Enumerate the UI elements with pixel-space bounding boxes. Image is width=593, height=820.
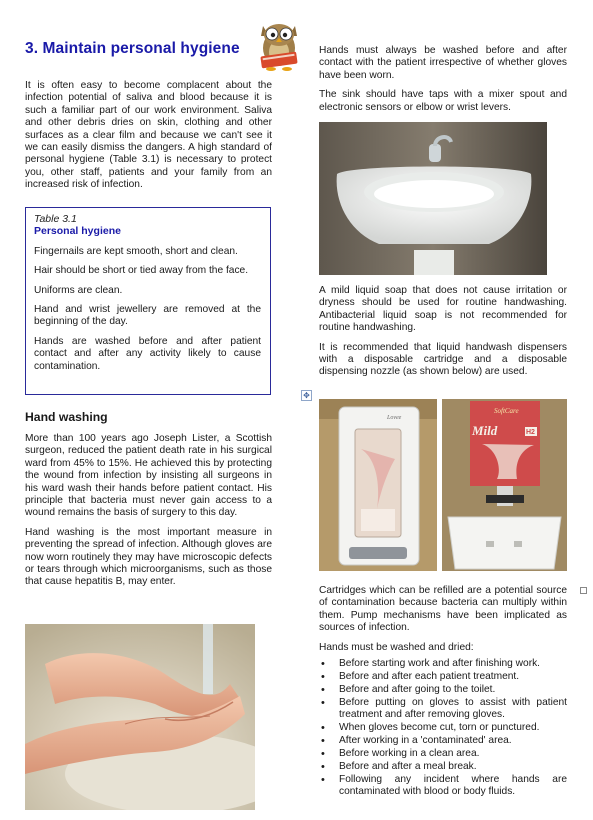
owl-mascot-icon bbox=[253, 14, 305, 72]
section-title: 3. Maintain personal hygiene bbox=[25, 40, 240, 57]
list-intro: Hands must be washed and dried: bbox=[319, 641, 474, 653]
list-item: • Before putting on gloves to assist with patient treatment and after removing gloves. bbox=[319, 697, 567, 722]
hands-washing-photo bbox=[25, 624, 255, 810]
soap-dispenser-photo bbox=[319, 399, 437, 571]
right-paragraph-1: Hands must always be washed before and after contact with the patient irrespective of whether gloves have been worn. bbox=[319, 45, 567, 81]
list-item: • After working in a 'contaminated' area. bbox=[319, 735, 567, 747]
table-item: Hand and wrist jewellery are removed at the beginning of the day. bbox=[34, 304, 261, 328]
hand-washing-paragraph-1: More than 100 years ago Joseph Lister, a Scottish surgeon, reduced the patient death rate in his surgical ward from 45% to 15%. He achieved this by protecting the wound from infection by insisting all surgeons in his ward wash their hands before patient contact. His principle that bacteria must never gain access to a wound remains the basis of surgery to this day. bbox=[25, 433, 272, 519]
hand-washing-list bbox=[319, 658, 567, 798]
table-item: Hands are washed before and after patient contact and after any activity likely to cause contamination. bbox=[34, 335, 261, 372]
list-item: • Following any incident where hands are contaminated with blood or body fluids. bbox=[319, 774, 567, 799]
intro-paragraph: It is often easy to become complacent about the infection potential of saliva and blood because it is such a familiar part of our work environment. Saliva and other debris dries on skin, clothing and other surfaces as a clear film and because we can't see it we can easily dismiss the dangers. A high standard of personal hygiene (Table 3.1) is necessary to protect you, other staff, patients and your family from an increased risk of infection. bbox=[25, 80, 272, 191]
right-paragraph-4: It is recommended that liquid handwash dispensers with a disposable cartridge and a disposable dispensing nozzle (as shown below) are used. bbox=[319, 341, 567, 378]
table-item: Uniforms are clean. bbox=[34, 284, 123, 296]
hand-washing-paragraph-2: Hand washing is the most important measure in preventing the spread of infection. Although gloves are now worn routinely they may have microscopic defects or tears through which microorganisms, such as those that cause hepatitis B, may enter. bbox=[25, 526, 272, 588]
cartridge-name-label: Mild bbox=[472, 423, 498, 438]
cartridge-brand-label: SoftCare bbox=[494, 407, 519, 415]
right-paragraph-2: The sink should have taps with a mixer spout and electronic sensors or elbow or wrist levers. bbox=[319, 89, 567, 113]
cartridge-code-label: H2 bbox=[526, 429, 535, 436]
hand-washing-section bbox=[25, 433, 272, 596]
table-heading: Personal hygiene bbox=[34, 225, 121, 238]
list-item: • Before and after going to the toilet. bbox=[319, 684, 567, 696]
list-item: • When gloves become cut, torn or punctured. bbox=[319, 722, 567, 734]
list-item: • Before and after a meal break. bbox=[319, 761, 567, 773]
table-item: Fingernails are kept smooth, short and clean. bbox=[34, 245, 238, 257]
dispenser-brand-label: Lovee bbox=[387, 415, 402, 421]
right-column-middle bbox=[319, 285, 567, 386]
intro-section bbox=[25, 80, 272, 192]
hand-washing-heading: Hand washing bbox=[25, 410, 108, 424]
list-item: • Before and after each patient treatment. bbox=[319, 671, 567, 683]
right-column-top bbox=[319, 45, 567, 121]
right-column-bottom bbox=[319, 585, 567, 799]
list-item: • Before starting work and after finishing work. bbox=[319, 658, 567, 670]
list-item: • Before working in a clean area. bbox=[319, 748, 567, 760]
right-paragraph-3: A mild liquid soap that does not cause irritation or dryness should be used for routine handwashing. Antibacterial liquid soap is not recommended for routine handwashing. bbox=[319, 285, 567, 334]
table-item: Hair should be short or tied away from the face. bbox=[34, 265, 249, 277]
table-move-handle-icon[interactable]: ✥ bbox=[301, 390, 312, 401]
soap-cartridge-photo bbox=[442, 399, 567, 571]
right-paragraph-5: Cartridges which can be refilled are a potential source of contamination because bacteria can multiply within them. Pump mechanisms have been implicated as sources of infection. bbox=[319, 585, 567, 634]
sink-photo bbox=[319, 122, 547, 275]
personal-hygiene-table bbox=[25, 207, 271, 395]
frame-anchor-icon[interactable] bbox=[580, 587, 587, 594]
table-number: Table 3.1 bbox=[34, 213, 77, 225]
